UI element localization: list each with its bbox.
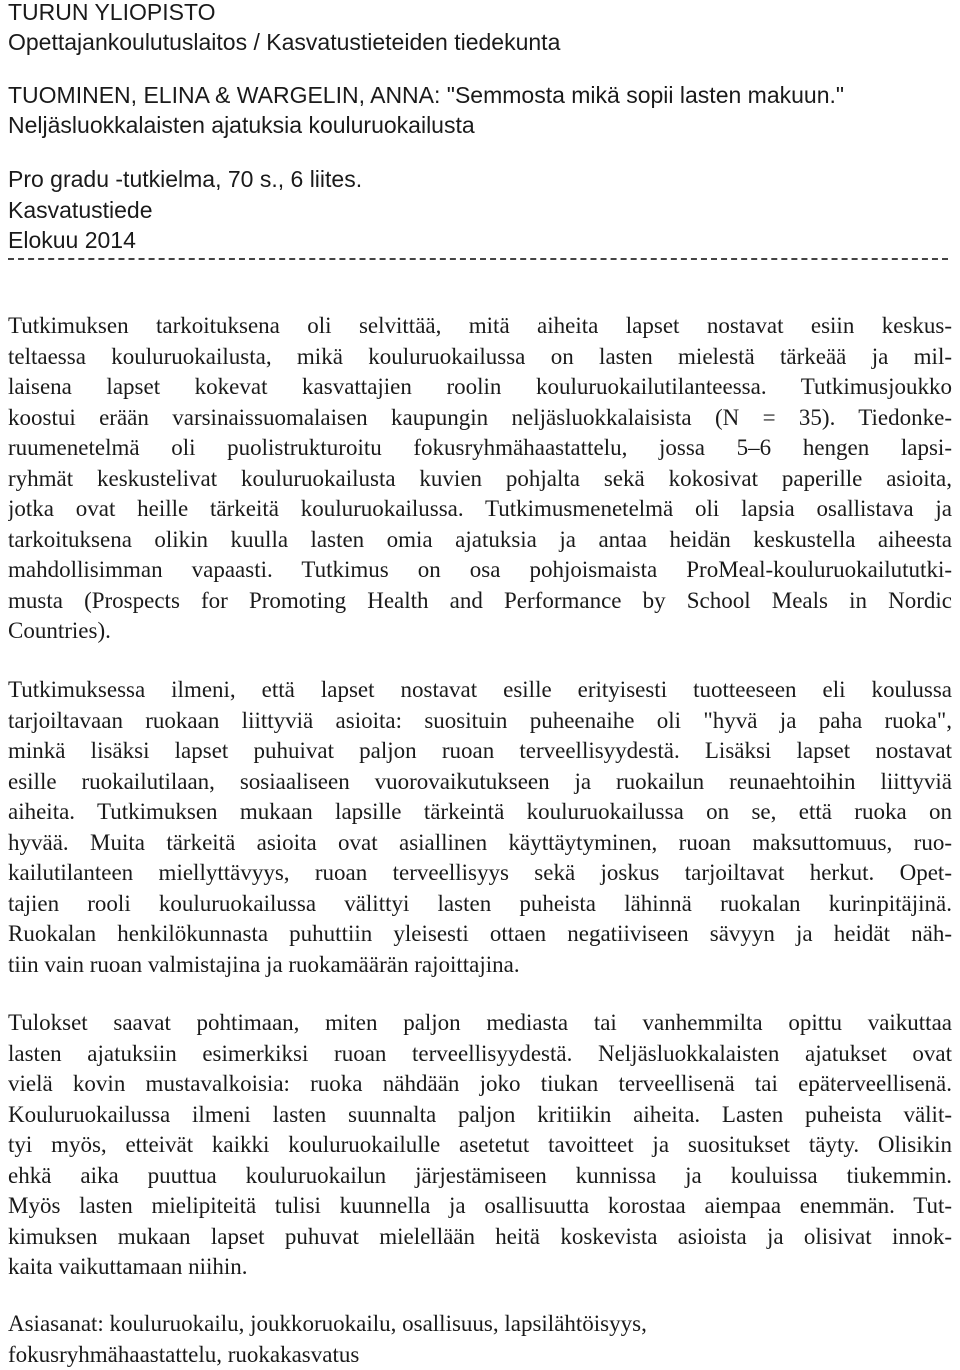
keywords xyxy=(8,1309,952,1370)
text-line: kimuksen mukaan lapset puhuvat mielellään heitä koskevista asioista ja olisivat innok- xyxy=(8,1222,952,1253)
thesis-subtitle: Neljäsluokkalaisten ajatuksia kouluruokailusta xyxy=(8,111,475,140)
text-line: kailutilanteen miellyttävyys, ruoan terveellisyys sekä joskus tarjoiltavat herkut. Opet- xyxy=(8,858,952,889)
text-line: laisena lapset kokevat kasvattajien roolin kouluruokailutilanteessa. Tutkimusjoukko xyxy=(8,372,952,403)
text-line: minkä lisäksi lapset puhuivat paljon ruoan terveellisyydestä. Lisäksi lapset nostavat xyxy=(8,736,952,767)
text-line: vielä kovin mustavalkoisia: ruoka nähdään joko tiukan terveellisenä tai epäterveellisenä. xyxy=(8,1069,952,1100)
text-line: teltaessa kouluruokailusta, mikä kouluruokailussa on lasten mielestä tärkeää ja mil- xyxy=(8,342,952,373)
text-line: koostui erään varsinaissuomalaisen kaupungin neljäsluokkalaisista (N = 35). Tiedonke- xyxy=(8,403,952,434)
university-name: TURUN YLIOPISTO xyxy=(8,0,215,27)
text-line: tyi myös, etteivät kaikki kouluruokailulle asetetut tavoitteet ja suositukset täyty. Olisikin xyxy=(8,1130,952,1161)
date: Elokuu 2014 xyxy=(8,226,136,255)
abstract-paragraph-2 xyxy=(8,675,952,980)
dashed-divider xyxy=(8,258,948,260)
text-line: ruumenetelmä oli puolistrukturoitu fokusryhmähaastattelu, jossa 5–6 hengen lapsi- xyxy=(8,433,952,464)
text-line: Tulokset saavat pohtimaan, miten paljon mediasta tai vanhemmilta opittu vaikuttaa xyxy=(8,1008,952,1039)
text-line: Myös lasten mielipiteitä tulisi kuunnella ja osallisuutta korostaa aiempaa enemmän. Tut- xyxy=(8,1191,952,1222)
text-line: Tutkimuksen tarkoituksena oli selvittää, mitä aiheita lapset nostavat esiin keskus- xyxy=(8,311,952,342)
thesis-info: Pro gradu -tutkielma, 70 s., 6 liites. xyxy=(8,165,362,194)
text-line: Tutkimuksessa ilmeni, että lapset nostavat esille erityisesti tuotteeseen eli koulussa xyxy=(8,675,952,706)
authors-and-title: TUOMINEN, ELINA & WARGELIN, ANNA: "Semmosta mikä sopii lasten makuun." xyxy=(8,81,844,110)
text-line: Countries). xyxy=(8,616,952,647)
abstract-paragraph-3 xyxy=(8,1008,952,1283)
text-line: jotka ovat heille tärkeitä kouluruokailussa. Tutkimusmenetelmä oli lapsia osallistava ja xyxy=(8,494,952,525)
subject: Kasvatustiede xyxy=(8,196,152,225)
text-line: Ruokalan henkilökunnasta puhuttiin yleisesti ottaen negatiiviseen sävyyn ja heidät näh- xyxy=(8,919,952,950)
text-line: esille ruokailutilaan, sosiaaliseen vuorovaikutukseen ja ruokailun reunaehtoihin liittyviä xyxy=(8,767,952,798)
text-line: tajien rooli kouluruokailussa välittyi lasten puheista lähinnä ruokalan kurinpitäjinä. xyxy=(8,889,952,920)
text-line: mahdollisimman vapaasti. Tutkimus on osa pohjoismaista ProMeal-kouluruokailututki- xyxy=(8,555,952,586)
text-line: kaita vaikuttamaan niihin. xyxy=(8,1252,952,1283)
text-line: ryhmät keskustelivat kouluruokailusta kuvien pohjalta sekä kokosivat paperille asioita, xyxy=(8,464,952,495)
text-line: hyvää. Muita tärkeitä asioita ovat asiallinen käyttäytyminen, ruoan maksuttomuus, ruo- xyxy=(8,828,952,859)
abstract-paragraph-1 xyxy=(8,311,952,647)
keywords-line: Asiasanat: kouluruokailu, joukkoruokailu, osallisuus, lapsilähtöisyys, xyxy=(8,1309,952,1340)
text-line: tarjoiltavaan ruokaan liittyviä asioita: suosituin puheenaihe oli "hyvä ja paha ruoka", xyxy=(8,706,952,737)
text-line: ehkä aika puuttua kouluruokailun järjestämiseen kunnissa ja kouluissa tiukemmin. xyxy=(8,1161,952,1192)
keywords-line: fokusryhmähaastattelu, ruokakasvatus xyxy=(8,1340,952,1370)
text-line: tarkoituksena olikin kuulla lasten omia ajatuksia ja antaa heidän keskustella aiheesta xyxy=(8,525,952,556)
text-line: Kouluruokailussa ilmeni lasten suunnalta paljon kritiikin aiheita. Lasten puheista välit- xyxy=(8,1100,952,1131)
text-line: tiin vain ruoan valmistajina ja ruokamäärän rajoittajina. xyxy=(8,950,952,981)
text-line: musta (Prospects for Promoting Health and Performance by School Meals in Nordic xyxy=(8,586,952,617)
text-line: aiheita. Tutkimuksen mukaan lapsille tärkeintä kouluruokailussa on se, että ruoka on xyxy=(8,797,952,828)
faculty-name: Opettajankoulutuslaitos / Kasvatustieteiden tiedekunta xyxy=(8,28,560,57)
text-line: lasten ajatuksiin esimerkiksi ruoan terveellisyydestä. Neljäsluokkalaisten ajatukset ovat xyxy=(8,1039,952,1070)
